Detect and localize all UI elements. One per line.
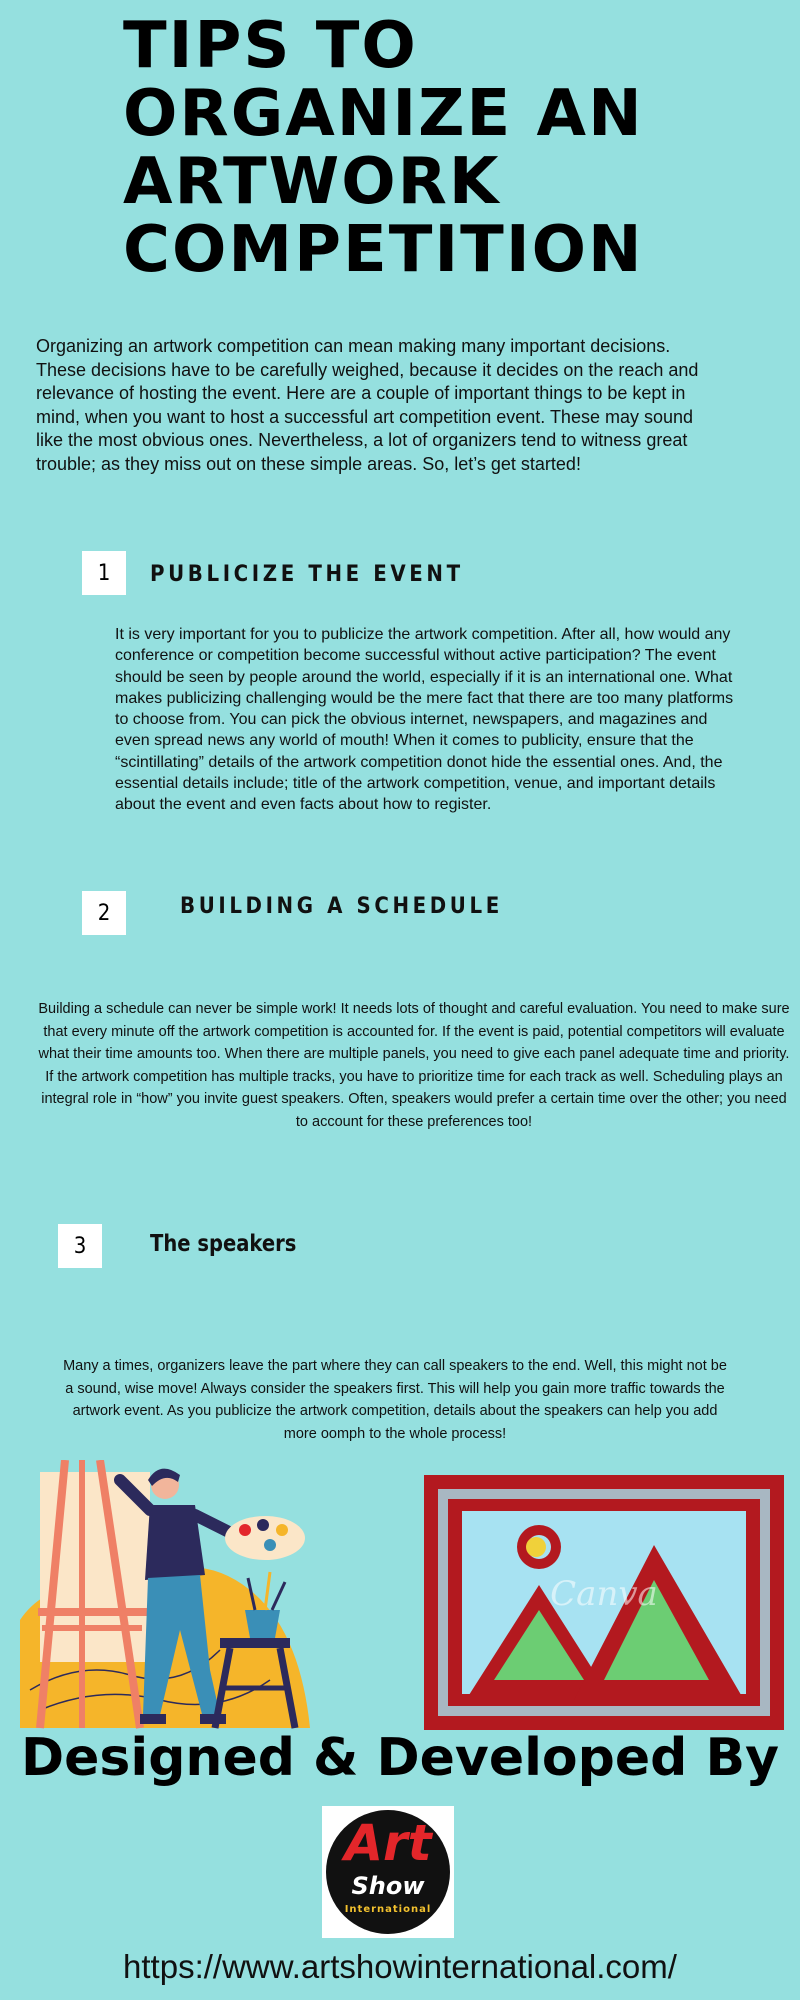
logo-international-text: International [344, 1904, 432, 1915]
logo-art-text: Art [344, 1814, 432, 1872]
logo-show-text: Show [351, 1872, 425, 1900]
framed-picture-illustration [424, 1475, 784, 1730]
art-show-logo [322, 1806, 454, 1938]
section-2-body: Building a schedule can never be simple work! It needs lots of thought and careful evaluation. You need to make sure that every minute off the artwork competition is accounted for. If the event is paid, potential competitors will evaluate what their time amounts too. When there are multiple panels, you need to give each panel adequate time and priority. If the artwork competition has multiple tracks, you have to prioritize time for each track as well. Scheduling plays an integral role in “how” you invite guest speakers. Often, speakers would prefer a certain time over the other; you need to account for these preferences too! [38, 1001, 790, 1130]
section-2-heading: BUILDING A SCHEDULE [180, 894, 503, 919]
canva-watermark: Canva [550, 1574, 658, 1614]
page-title: TIPS TO ORGANIZE AN ARTWORK COMPETITION [123, 9, 644, 287]
section-3-body: Many a times, organizers leave the part where they can call speakers to the end. Well, this might not be a sound, wise move! Always consider the speakers first. This will help you gain more traffic towards the artwork event. As you publicize the artwork competition, details about the speakers can help you add more oomph to the whole process! [63, 1358, 727, 1442]
section-1-heading: PUBLICIZE THE EVENT [150, 562, 464, 587]
website-link[interactable]: https://www.artshowinternational.com/ [123, 1948, 677, 1985]
section-1-number: 1 [82, 551, 126, 595]
section-1-body: It is very important for you to publicize the artwork competition. After all, how would any conference or competition become successful without active participation? The event should be seen by people around the world, especially if it is an international one. What makes publicizing challenging would be the mere fact that there are too many platforms to choose from. You can pick the obvious internet, newspapers, and magazines and even spread news any world of mouth! When it comes to publicity, ensure that the “scintillating” details of the artwork competition donot hide the essential ones. And, the essential details include; title of the artwork competition, venue, and important details about the event and even facts about how to register. [115, 626, 734, 814]
section-3-heading: The speakers [150, 1231, 297, 1257]
stool-seat [220, 1638, 290, 1648]
painter-illustration [20, 1460, 350, 1730]
designed-by-heading: Designed & Developed By [21, 1728, 779, 1788]
intro-paragraph: Organizing an artwork competition can mean making many important decisions. These decisions have to be carefully weighed, because it decides on the reach and relevance of hosting the event. Here are a couple of important things to be kept in mind, when you want to host a successful art competition event. These may sound like the most obvious ones. Nevertheless, a lot of organizers tend to witness great trouble; as they miss out on these simple areas. So, let’s get started! [36, 336, 699, 474]
section-3-number: 3 [58, 1224, 102, 1268]
brush-jar [245, 1610, 280, 1638]
section-2-number: 2 [82, 891, 126, 935]
